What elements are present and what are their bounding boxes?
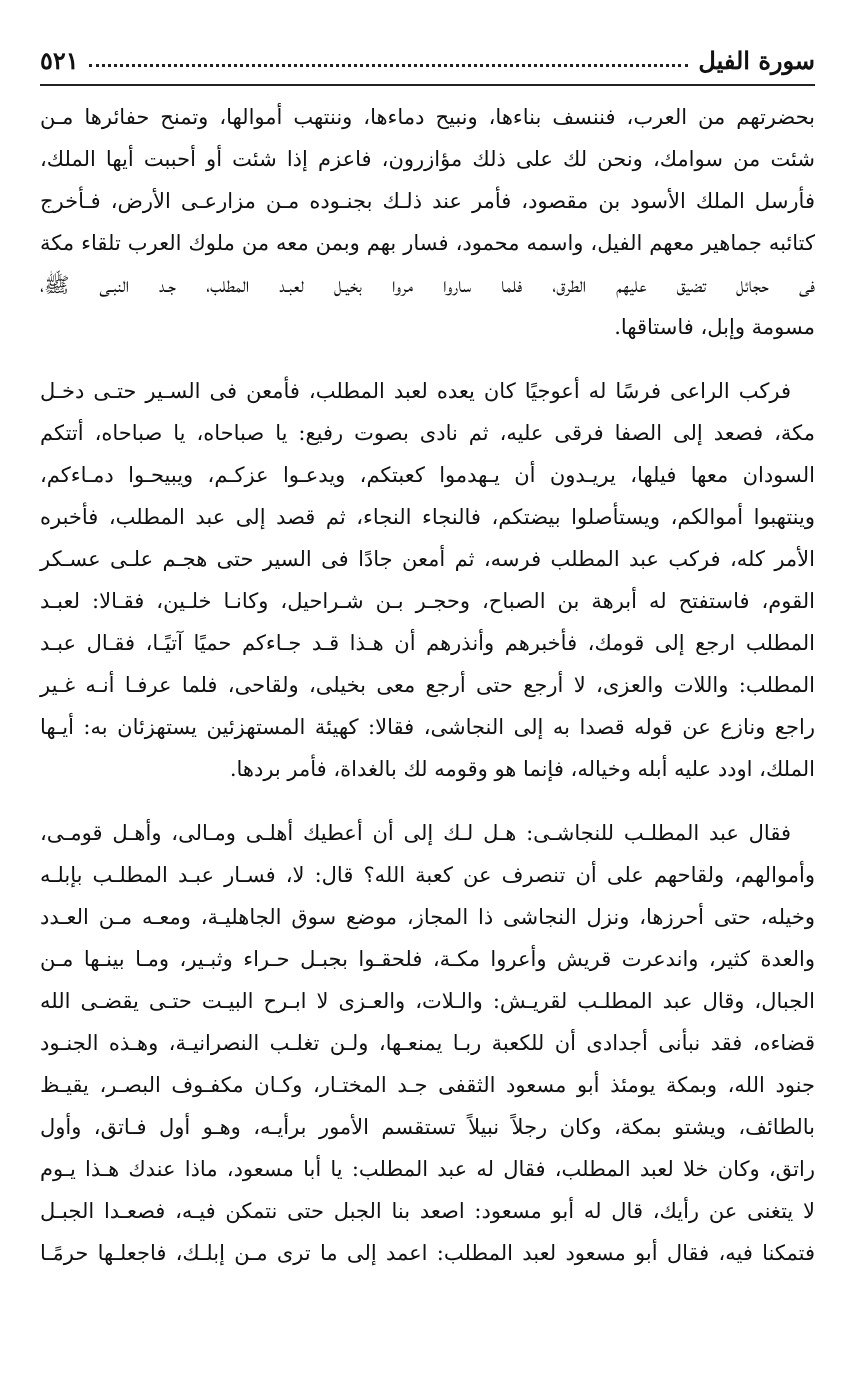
text-line: الملك، اودد عليه أبله وخياله، فإنما هو وقومه لك بالغداة، فأمر بردها. [229, 757, 815, 781]
text-line: فتمكنا فيه، فقال أبو مسعود لعبد المطلب: اعمد إلى ما ترى مـن إبلـك، فاجعلـها حرمًـا [40, 1241, 815, 1265]
text-line: المطلب: واللات والعزى، لا أرجع حتى أرجع معى بخيلى، ولقاحى، فلما عرفـا أنـه غـير [40, 673, 815, 697]
text-line: قضاءه، فقد نبأنى أجدادى أن للكعبة ربـا يمنعـها، ولـن تغلـب النصرانيـة، وهـذه الجنـود [40, 1031, 815, 1055]
text-line: وخيله، حتى أحرزها، ونزل النجاشى ذا المجاز، موضع سوق الجاهليـة، ومعـه مـن العـدد [40, 905, 815, 929]
text-line: جنود الله، وبمكة يومئذ أبو مسعود الثقفى جـد المختـار، وكـان مكفـوف البصـر، يقيـظ [40, 1073, 815, 1097]
text-line: لا يتغنى عن رأيك، قال له أبو مسعود: اصعد بنا الجبل حتى نتمكن فيـه، فصعـدا الجبـل [40, 1199, 815, 1223]
paragraph-spacer [40, 790, 815, 812]
surah-title: سورة الفيل [698, 45, 815, 75]
paragraph-2 [40, 370, 815, 790]
page-number: ٥٢١ [40, 45, 79, 75]
text-line: راجع ونازع عن قوله قصدا به إلى النجاشى، فقالا: كهيئة المستهزئين يستهزئان به: أيـها [40, 715, 815, 739]
text-line: فقال عبد المطلـب للنجاشـى: هـل لـك إلى أن أعطيك أهلـى ومـالى، وأهـل قومـى، [40, 821, 791, 845]
text-line: راتق، وكان خلا لعبد المطلب، فقال له عبد المطلب: يا أبا مسعود، ماذا عندك هـذا يـوم [40, 1157, 815, 1181]
paragraph-1 [40, 96, 815, 348]
header-divider [40, 84, 815, 86]
text-line: بالطائف، ويشتو بمكة، وكان رجلاً نبيلاً تستقسم الأمور برأيـه، وهـو أول فـاتق، وأول [40, 1115, 815, 1139]
text-line: وينتهبوا أموالكم، ويستأصلوا بيضتكم، فالنجاء النجاء، ثم قصد إلى عبد المطلب، فأخبره [40, 505, 815, 529]
page-header [40, 40, 815, 80]
text-line: السودان معها فيلها، يريـدون أن يـهدموا كعبتكم، ويدعـوا عزكـم، ويبيحـوا دمـاءكم، [40, 463, 815, 487]
text-line: شئت من سوامك، ونحن لك على ذلك مؤازرون، فاعزم إذا شئت أو أحببت أيها الملك، [40, 147, 815, 171]
text-line: مسومة وإبل، فاستاقها. [614, 315, 815, 339]
text-line: فأرسل الملك الأسود بن مقصود، فأمر عند ذلـك بجنـوده مـن مزارعـى الأرض، فـأخرج [40, 189, 815, 213]
text-line: كتائبه جماهير معهم الفيل، واسمه محمود، فسار بهم وبمن معه من ملوك العرب تلقاء مكة [40, 231, 815, 255]
text-line: المطلب ارجع إلى قومك، فأخبرهم وأنذرهم أن هـذا قـد جـاءكم حميًا آتيًـا، فقـال عبـد [40, 631, 815, 655]
text-line: مكة، فصعد إلى الصفا فرقى عليه، ثم نادى بصوت رفيع: يا صباحاه، يا صباحاه، أتتكم [40, 421, 815, 445]
text-line: القوم، فاستفتح له أبرهة بن الصباح، وحجـر بـن شـراحيل، وكانـا خلـين، فقـالا: لعبـد [40, 589, 815, 613]
text-line: والعدة كثير، واندعرت قريش وأعروا مكـة، فلحقـوا بجبـل حـراء وثبـير، ومـا بينـها مـن [40, 947, 815, 971]
text-line: فى حجائل تضيق عليهم الطرق، فلما ساروا مروا بخيـل لعبـد المطلب، جـد النبـى ﷺ، [40, 273, 815, 297]
paragraph-3 [40, 812, 815, 1274]
body-text [40, 96, 815, 1274]
text-line: فركب الراعى فرسًا له أعوجيًا كان يعده لعبد المطلب، فأمعن فى السـير حتـى دخـل [40, 379, 791, 403]
header-leader-dots [89, 54, 689, 67]
text-line: وأموالهم، ولقاحهم على أن تنصرف عن كعبة الله؟ قال: لا، فسـار عبـد المطلـب بإبلـه [40, 863, 815, 887]
text-line: بحضرتهم من العرب، فننسف بناءها، ونبيح دماءها، وننتهب أموالها، وتمنح حفائرها مـن [40, 105, 815, 129]
paragraph-spacer [40, 348, 815, 370]
text-line: الجبال، وقال عبد المطلـب لقريـش: والـلات، والعـزى لا ابـرح البيـت حتـى يقضـى الله [40, 989, 815, 1013]
text-line: الأمر كله، فركب عبد المطلب فرسه، ثم أمعن جادًا فى السير حتى هجـم علـى عسـكر [40, 547, 815, 571]
